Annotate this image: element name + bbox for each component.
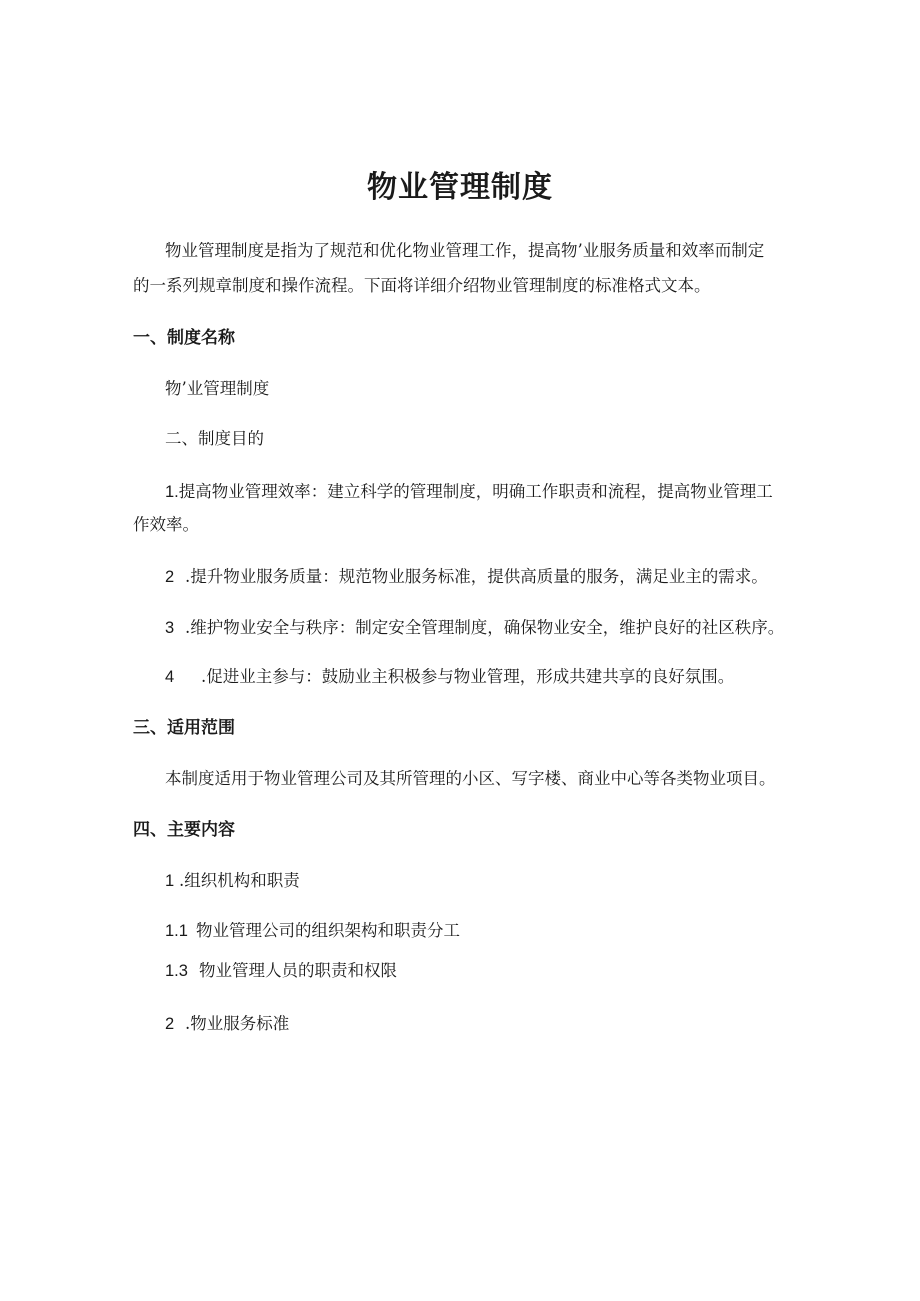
content-item-1-text: .组织机构和职责 — [179, 871, 300, 890]
content-item-1-3 — [165, 960, 397, 982]
content-item-1-number: 1 — [165, 872, 175, 890]
purpose-item-2 — [165, 566, 768, 588]
content-item-2-text: .物业服务标准 — [185, 1014, 290, 1033]
content-item-2-number: 2 — [165, 1015, 175, 1033]
section-2-heading: 二、制度目的 — [165, 429, 264, 448]
content-item-1-3-number: 1.3 — [165, 962, 188, 980]
document-title: 物业管理制度 — [367, 170, 553, 205]
intro-paragraph-line-1: 物业管理制度是指为了规范和优化物业管理工作，提高物’业服务质量和效率而制定 — [165, 241, 765, 260]
purpose-item-4 — [165, 666, 734, 688]
content-item-1 — [165, 870, 300, 892]
purpose-item-1-continuation: 作效率。 — [133, 515, 199, 534]
purpose-item-1 — [165, 481, 773, 503]
purpose-item-2-text: .提升物业服务质量：规范物业服务标准，提供高质量的服务，满足业主的需求。 — [185, 567, 768, 586]
content-item-1-3-text: 物业管理人员的职责和权限 — [199, 961, 397, 980]
purpose-item-4-text: .促进业主参与：鼓励业主积极参与物业管理，形成共建共享的良好氛围。 — [201, 667, 735, 686]
purpose-item-3 — [165, 617, 784, 639]
purpose-item-3-text: .维护物业安全与秩序：制定安全管理制度，确保物业安全，维护良好的社区秩序。 — [185, 618, 785, 637]
section-3-heading: 三、适用范围 — [133, 718, 235, 738]
section-1-body: 物’业管理制度 — [165, 379, 270, 398]
purpose-item-1-number: 1. — [165, 483, 179, 501]
content-item-1-1-number: 1.1 — [165, 922, 188, 940]
purpose-item-4-number: 4 — [165, 668, 175, 686]
purpose-item-2-number: 2 — [165, 568, 175, 586]
intro-paragraph-line-2: 的一系列规章制度和操作流程。下面将详细介绍物业管理制度的标准格式文本。 — [133, 276, 711, 295]
purpose-item-1-text: 提高物业管理效率：建立科学的管理制度，明确工作职责和流程，提高物业管理工 — [178, 482, 773, 501]
section-4-heading: 四、主要内容 — [133, 820, 235, 840]
content-item-1-1 — [165, 920, 460, 942]
content-item-1-1-text: 物业管理公司的组织架构和职责分工 — [196, 921, 460, 940]
section-1-heading: 一、制度名称 — [133, 328, 235, 348]
content-item-2 — [165, 1013, 289, 1035]
section-3-body: 本制度适用于物业管理公司及其所管理的小区、写字楼、商业中心等各类物业项目。 — [165, 769, 776, 788]
purpose-item-3-number: 3 — [165, 619, 175, 637]
